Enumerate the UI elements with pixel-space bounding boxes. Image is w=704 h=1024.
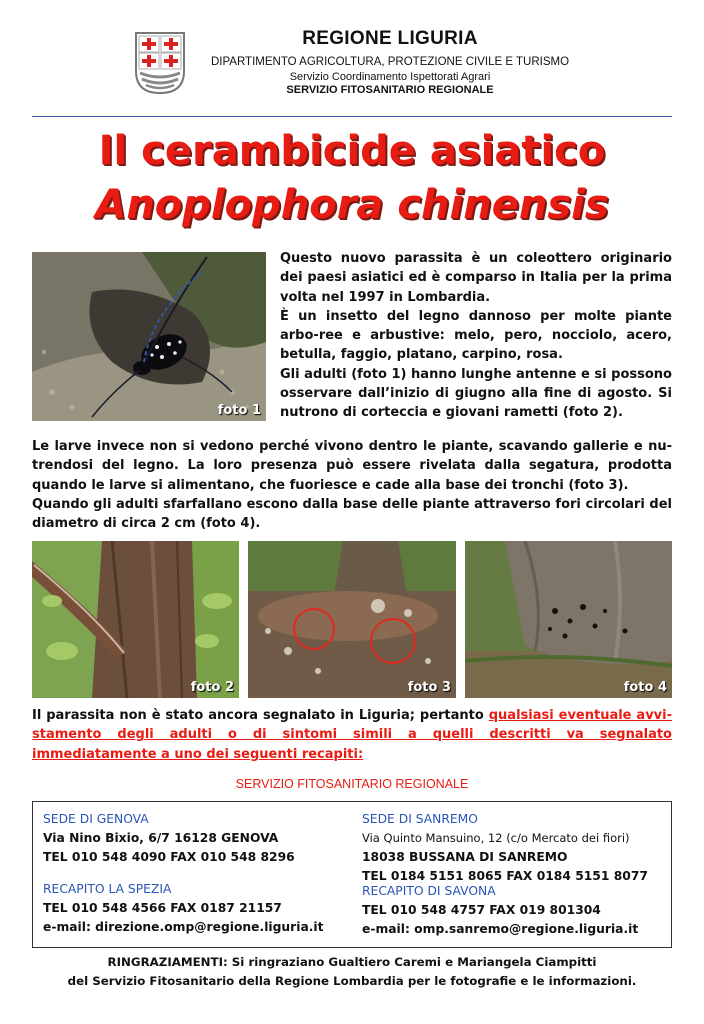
photo-1-adult-beetle [32,252,266,421]
department-name: DIPARTIMENTO AGRICOLTURA, PROTEZIONE CIVILE E TURISMO [210,56,570,68]
region-name: REGIONE LIGURIA [302,28,478,49]
photo-4-exit-holes [465,541,672,698]
warning-text [32,706,672,764]
intro-text [280,249,672,423]
header-divider [32,116,672,117]
contact-laspezia-tel: TEL 010 548 4566 FAX 0187 21157 [43,901,282,915]
photo-3-sawdust [248,541,456,698]
intro-paragraph-2: È un insetto del legno dannoso per molte piante arbo-ree e arbustive: melo, pero, nocciolo, acero, betulla, faggio, platano, carpino, rosa. [280,308,672,363]
photo-2-twig-damage [32,541,239,698]
contact-sanremo-heading: SEDE DI SANREMO [362,812,478,826]
warning-red: qualsiasi eventuale avvi-stamento degli adulti o di sintomi simili a quelli descritti va segnalato immediatamente a uno dei seguenti recapiti: [32,708,673,762]
title-line-2: Anoplophora chinensis [95,182,609,228]
contacts-box [32,801,672,948]
regione-liguria-logo [134,31,186,95]
contact-laspezia-email[interactable]: e-mail: direzione.omp@regione.liguria.it [43,920,324,934]
contact-genova [43,810,295,867]
photo-3-caption: foto 3 [407,680,451,695]
larvae-paragraph-2: Quando gli adulti sfarfallano escono dalla base delle piante attraverso fori circolari del diametro di circa 2 cm (foto 4). [32,496,672,532]
photo-4-caption: foto 4 [623,680,667,695]
contact-savona-heading: RECAPITO DI SAVONA [362,884,496,898]
intro-paragraph-3: Gli adulti (foto 1) hanno lunghe antenne e si possono osservare dall’inizio di giugno alla fine di agosto. Si nutrono di corteccia e giovani rametti (foto 2). [280,366,672,421]
contact-laspezia [43,880,324,937]
phyto-service-name: SERVIZIO FITOSANITARIO REGIONALE [286,84,494,96]
larvae-paragraph-1: Le larve invece non si vedono perché vivono dentro le piante, scavando gallerie e nu-trendosi del legno. La loro presenza può essere rivelata dalla segatura, prodotta quando le larve si alimentano, che fuoriesce e cade alla base dei tronchi (foto 3). [32,439,672,493]
photo-1-caption: foto 1 [217,403,261,418]
contact-sanremo [362,810,648,886]
larvae-text [32,437,672,533]
photo-2-caption: foto 2 [190,680,234,695]
contact-sanremo-address: Via Quinto Mansuino, 12 (c/o Mercato dei fiori) [362,831,630,845]
contact-laspezia-heading: RECAPITO LA SPEZIA [43,882,172,896]
acknowledgements [20,953,684,991]
service-name: Servizio Coordinamento Ispettorati Agrari [289,71,491,83]
title-line-1: Il cerambicide asiatico [98,128,606,174]
service-title: SERVIZIO FITOSANITARIO REGIONALE [235,777,469,791]
acknowledgements-label: RINGRAZIAMENTI: [107,955,228,969]
warning-plain: Il parassita non è stato ancora segnalato in Liguria; pertanto [32,708,489,723]
contact-savona-email[interactable]: e-mail: omp.sanremo@regione.liguria.it [362,922,639,936]
intro-paragraph-1: Questo nuovo parassita è un coleottero originario dei paesi asiatici ed è comparso in Italia per la prima volta nel 1997 in Lombardia. [280,251,672,305]
contact-savona [362,882,638,939]
acknowledgements-line-1: Si ringraziano Gualtiero Caremi e Mariangela Ciampitti [227,955,597,969]
contact-sanremo-city: 18038 BUSSANA DI SANREMO [362,850,568,864]
contact-sanremo-tel: TEL 0184 5151 8065 FAX 0184 5151 8077 [362,869,648,883]
contact-savona-tel: TEL 010 548 4757 FAX 019 801304 [362,903,601,917]
contact-genova-tel: TEL 010 548 4090 FAX 010 548 8296 [43,850,295,864]
acknowledgements-line-2: del Servizio Fitosanitario della Regione Lombardia per le fotografie e le informazioni. [67,974,637,988]
contact-genova-address: Via Nino Bixio, 6/7 16128 GENOVA [43,831,279,845]
contact-genova-heading: SEDE DI GENOVA [43,812,149,826]
